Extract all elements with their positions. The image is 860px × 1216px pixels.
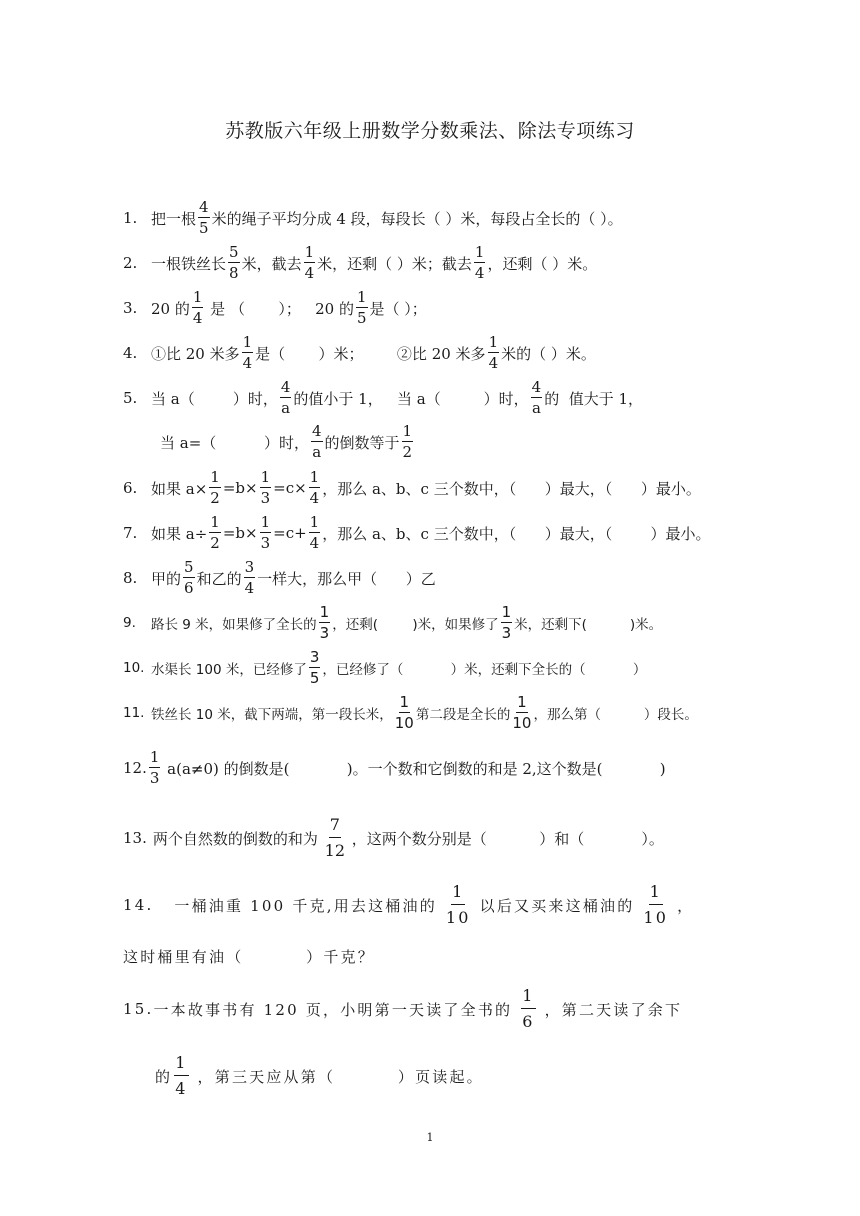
fraction-numerator: 1: [488, 333, 499, 351]
fraction-denominator: 3: [501, 624, 512, 642]
fraction-denominator: 5: [356, 309, 367, 327]
question-7: [123, 515, 710, 551]
question-text: ，已经修了（ ）米，还剩下全长的（ ）: [322, 662, 647, 678]
fraction-denominator: 3: [260, 534, 271, 552]
fraction-numerator: 1: [260, 468, 271, 486]
question-number: 8.: [123, 569, 138, 587]
fraction: [192, 290, 204, 326]
question-text: 的: [155, 1067, 173, 1086]
question-text: 一根铁丝长: [151, 254, 227, 273]
fraction: [531, 380, 543, 416]
fraction-numerator: 1: [304, 243, 315, 261]
fraction-numerator: 1: [309, 468, 320, 486]
fraction: [446, 884, 471, 926]
question-text: ，那么 a、b、c 三个数中，（ ）最大，（ ）最小。: [322, 524, 711, 543]
fraction-numerator: 1: [451, 884, 465, 905]
question-15: [123, 988, 682, 1030]
question-text: 水渠长 100 米，已经修了: [151, 662, 307, 678]
question-text: =c+: [273, 524, 307, 542]
question-text: 当 a=（ ）时，: [160, 433, 309, 452]
fraction-denominator: 3: [319, 624, 330, 642]
fraction-numerator: 1: [174, 1055, 188, 1076]
fraction-denominator: 6: [522, 1012, 535, 1031]
fraction-numerator: 1: [260, 513, 271, 531]
fraction: [174, 1055, 188, 1097]
question-text: 的倒数等于: [324, 433, 400, 452]
fraction-denominator: a: [531, 399, 541, 417]
question-text: 甲的: [151, 569, 182, 588]
question-number: 7.: [123, 524, 138, 542]
question-11: [123, 695, 698, 731]
fraction-numerator: 1: [192, 288, 203, 306]
fraction-denominator: a: [281, 399, 291, 417]
fraction-numerator: 1: [356, 288, 367, 306]
fraction: [260, 470, 272, 506]
fraction: [309, 650, 321, 686]
question-6: [123, 470, 701, 506]
page-number: 1: [426, 1131, 434, 1144]
question-15-continued: [155, 1055, 484, 1097]
fraction-denominator: 4: [192, 309, 203, 327]
question-text: 两个自然数的倒数的和为: [152, 829, 323, 848]
fraction-denominator: 2: [210, 489, 220, 507]
question-text: =b×: [222, 479, 258, 497]
question-text: 路长 9 米，如果修了全长的: [151, 617, 317, 633]
question-number: 5.: [123, 389, 138, 407]
question-5: [123, 380, 643, 416]
fraction-denominator: 4: [304, 264, 315, 282]
fraction-numerator: 5: [229, 243, 239, 261]
fraction: [209, 515, 221, 551]
fraction: [309, 470, 321, 506]
question-text: 米的（ ）米。: [501, 344, 596, 363]
fraction-denominator: 4: [244, 579, 255, 597]
fraction-denominator: 5: [199, 219, 209, 237]
fraction-numerator: 1: [649, 884, 663, 905]
question-number: 1.: [123, 209, 138, 227]
fraction: [643, 884, 668, 926]
question-1: [123, 200, 623, 236]
fraction-denominator: 4: [175, 1079, 188, 1098]
fraction-numerator: 5: [184, 558, 194, 576]
question-number: 14.: [123, 896, 154, 914]
fraction: [501, 605, 513, 641]
fraction: [319, 605, 331, 641]
fraction-denominator: 10: [445, 908, 471, 927]
fraction: [242, 335, 254, 371]
fraction-denominator: 6: [184, 579, 194, 597]
question-text: ，第三天应从第（ ）页读起。: [190, 1067, 484, 1086]
question-2: [123, 245, 597, 281]
fraction-numerator: 1: [521, 988, 535, 1009]
fraction: [512, 695, 531, 731]
question-text: 是（ ）；: [369, 299, 427, 318]
fraction-numerator: 1: [474, 243, 485, 261]
question-text: ，还剩（ ）米。: [487, 254, 598, 273]
question-text: 是（ ）米； ②比 20 米多: [255, 344, 486, 363]
fraction-numerator: 4: [199, 198, 209, 216]
fraction-numerator: 4: [531, 378, 542, 396]
fraction-numerator: 1: [402, 422, 413, 440]
question-number: 11.: [123, 705, 145, 721]
question-text: 和乙的: [196, 569, 242, 588]
fraction-numerator: 1: [309, 513, 320, 531]
fraction-denominator: 10: [394, 714, 414, 732]
fraction-numerator: 4: [311, 422, 322, 440]
question-text: 米，还剩下( )米。: [514, 617, 663, 633]
fraction: [311, 424, 323, 460]
fraction: [309, 515, 321, 551]
question-text: 把一根: [151, 209, 197, 228]
fraction-numerator: 1: [210, 513, 220, 531]
fraction-numerator: 3: [309, 648, 320, 666]
fraction: [280, 380, 292, 416]
fraction: [395, 695, 414, 731]
question-5-continued: [160, 424, 415, 460]
fraction-denominator: 2: [210, 534, 220, 552]
question-text: ①比 20 米多: [151, 344, 240, 363]
fraction: [402, 424, 414, 460]
question-3: [123, 290, 427, 326]
question-text: ，那么 a、b、c 三个数中，（ ）最大，（ ）最小。: [322, 479, 701, 498]
question-13: [123, 817, 664, 859]
fraction-denominator: 4: [309, 534, 320, 552]
fraction-denominator: 12: [324, 841, 345, 860]
fraction-numerator: 1: [517, 693, 527, 711]
question-text: 一样大，那么甲（ ）乙: [257, 569, 436, 588]
fraction: [260, 515, 272, 551]
question-text: 第二段是全长的: [415, 707, 511, 723]
question-text: 一本故事书有 120 页，小明第一天读了全书的: [153, 1000, 520, 1019]
fraction-denominator: 4: [242, 354, 253, 372]
fraction-denominator: 8: [229, 264, 239, 282]
question-text: 20 的: [151, 299, 190, 318]
page-title: 苏教版六年级上册数学分数乘法、除法专项练习: [225, 120, 635, 142]
fraction-numerator: 4: [280, 378, 291, 396]
question-text: 的值小于 1， 当 a（ ）时，: [293, 389, 529, 408]
question-text: ，那么第（ ）段长。: [533, 707, 698, 723]
question-text: a(a≠0) 的倒数是( )。一个数和它倒数的和是 2,这个数是( ): [162, 759, 666, 778]
fraction: [521, 988, 535, 1030]
fraction: [325, 817, 345, 859]
fraction-denominator: 3: [149, 769, 160, 787]
fraction-denominator: 3: [260, 489, 271, 507]
question-number: 9.: [123, 615, 136, 631]
question-14-continued: [123, 946, 375, 967]
question-text: 米，截去: [241, 254, 302, 273]
fraction-numerator: 1: [210, 468, 220, 486]
question-8: [123, 560, 436, 596]
fraction-numerator: 7: [329, 817, 341, 838]
fraction-denominator: 4: [488, 354, 499, 372]
question-text: ，: [670, 896, 695, 915]
question-4: [123, 335, 596, 371]
question-number: 2.: [123, 254, 138, 272]
fraction: [183, 560, 195, 596]
fraction-numerator: 3: [244, 558, 255, 576]
question-text: =c×: [273, 479, 307, 497]
question-text: 这时桶里有油（ ）千克？: [123, 948, 375, 966]
question-text: 一桶油重 100 千克,用去这桶油的: [153, 896, 444, 915]
fraction: [149, 750, 161, 786]
question-text: 如果 a×: [151, 479, 208, 498]
question-number: 12.: [123, 759, 147, 777]
question-number: 10.: [123, 660, 145, 676]
fraction: [244, 560, 256, 596]
question-text: 如果 a÷: [151, 524, 208, 543]
question-text: 米，还剩（ ）米；截去: [317, 254, 472, 273]
fraction-denominator: a: [312, 443, 322, 461]
question-number: 13.: [123, 829, 147, 847]
fraction: [198, 200, 210, 236]
fraction: [488, 335, 500, 371]
fraction-numerator: 1: [501, 603, 512, 621]
question-12: [123, 750, 666, 786]
question-9: [123, 605, 662, 641]
fraction-denominator: 2: [402, 443, 413, 461]
question-text: 是 （ ）； 20 的: [205, 299, 354, 318]
question-text: 米的绳子平均分成 4 段，每段长（ ）米，每段占全长的（ ）。: [211, 209, 623, 228]
fraction-denominator: 4: [474, 264, 485, 282]
question-text: 以后又买来这桶油的: [472, 896, 642, 915]
question-number: 15.: [123, 1000, 154, 1018]
fraction: [304, 245, 316, 281]
question-text: =b×: [222, 524, 258, 542]
fraction-denominator: 10: [512, 714, 532, 732]
question-text: 铁丝长 10 米，截下两端，第一段长米，: [151, 707, 393, 723]
question-10: [123, 650, 646, 686]
question-text: ，还剩( )米，如果修了: [332, 617, 499, 633]
question-text: ，第二天读了余下: [537, 1000, 683, 1019]
fraction-denominator: 4: [309, 489, 320, 507]
question-text: ，这两个数分别是（ ）和（ ）。: [347, 829, 664, 848]
fraction: [209, 470, 221, 506]
fraction: [228, 245, 240, 281]
fraction-numerator: 1: [242, 333, 253, 351]
question-number: 4.: [123, 344, 138, 362]
fraction-denominator: 10: [643, 908, 669, 927]
fraction: [356, 290, 368, 326]
question-number: 3.: [123, 299, 138, 317]
question-text: 当 a（ ）时，: [151, 389, 278, 408]
fraction-denominator: 5: [309, 669, 320, 687]
question-number: 6.: [123, 479, 138, 497]
question-text: 的 值大于 1，: [544, 389, 644, 408]
question-14: [123, 884, 694, 926]
fraction-numerator: 1: [319, 603, 330, 621]
fraction: [474, 245, 486, 281]
fraction-numerator: 1: [399, 693, 410, 711]
fraction-numerator: 1: [149, 748, 160, 766]
